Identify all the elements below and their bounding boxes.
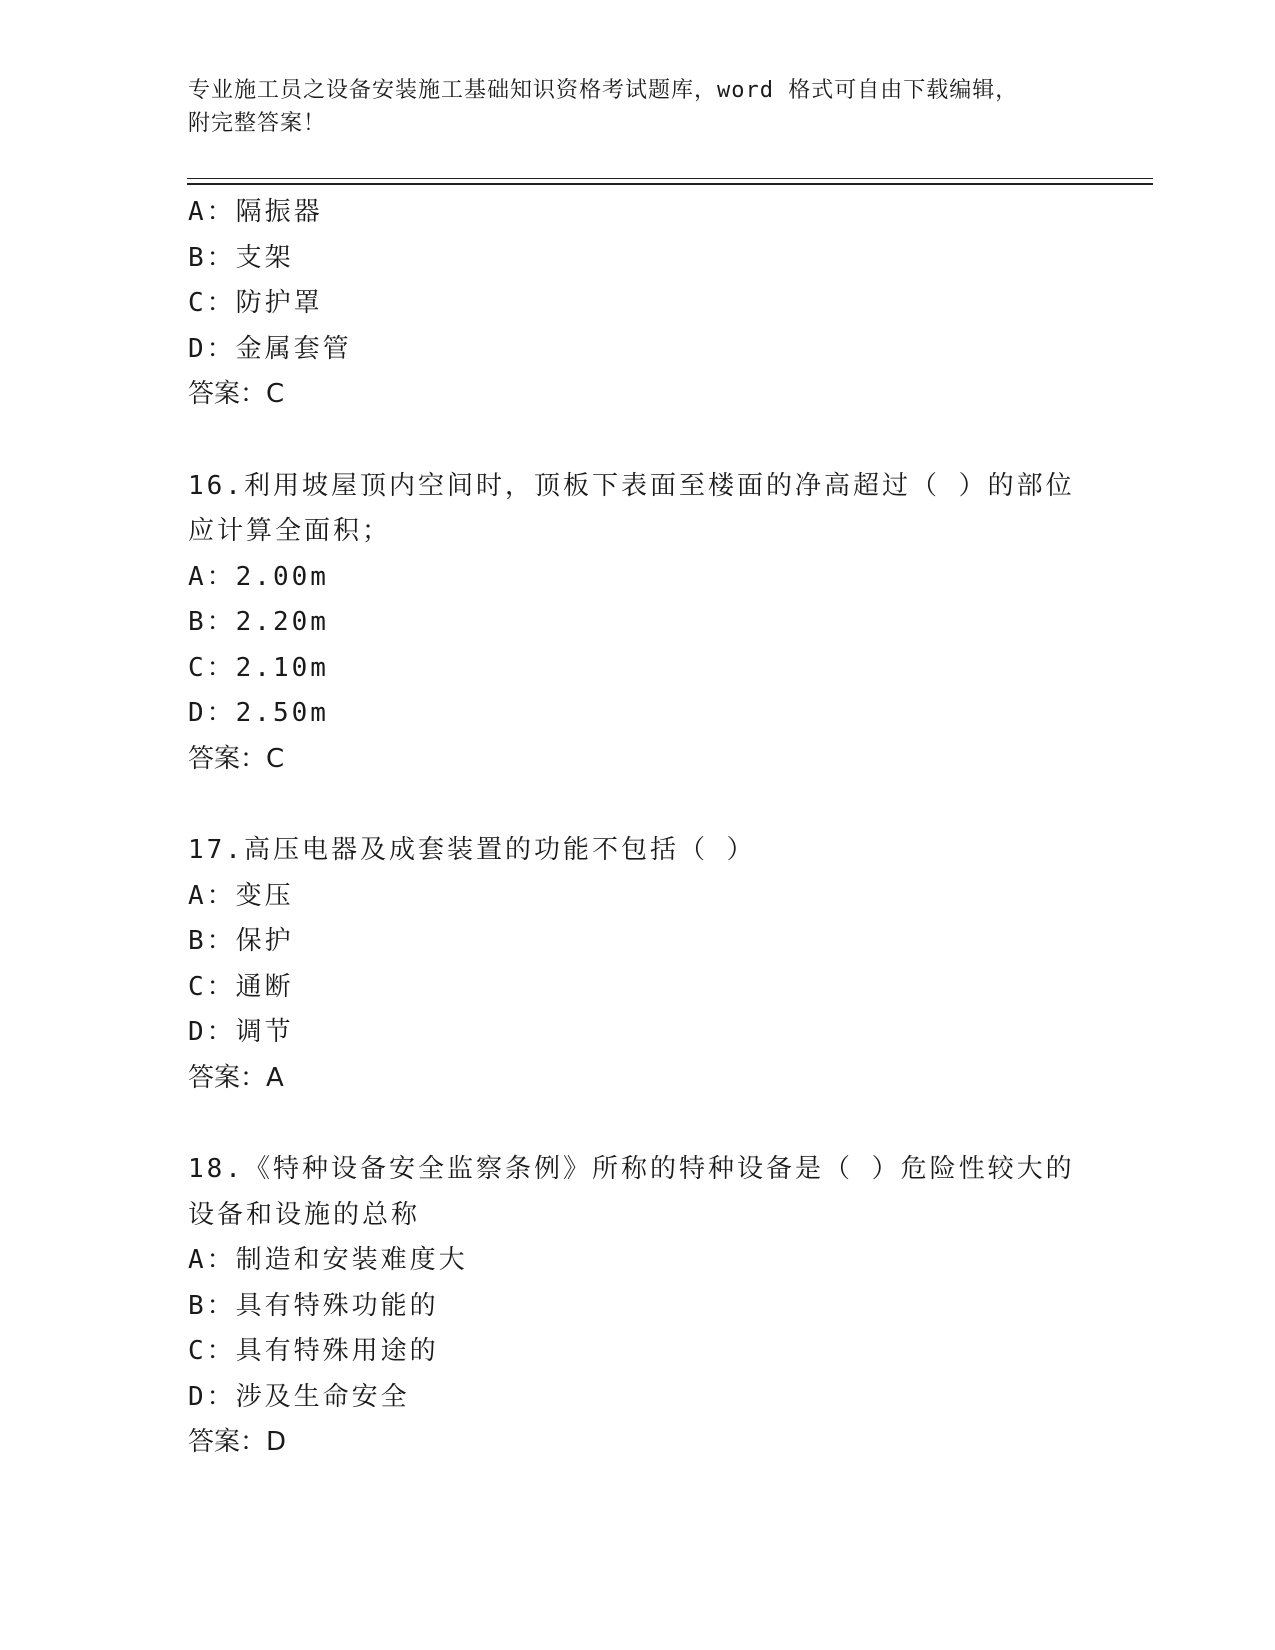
option-a: A：2.00m	[188, 561, 329, 592]
question-16	[188, 464, 1088, 783]
option-d: D：2.50m	[188, 698, 329, 728]
option-c: C：具有特殊用途的	[188, 1336, 439, 1366]
option-b: B：2.20m	[188, 607, 329, 637]
answer-label: 答案：C	[188, 743, 285, 774]
option-d: D：调节	[188, 1017, 294, 1047]
question-spacer	[188, 782, 1088, 828]
option-b: B：具有特殊功能的	[188, 1290, 439, 1321]
answer-label: 答案：C	[188, 379, 285, 409]
question-stem: 17.高压电器及成套装置的功能不包括（ ）	[188, 835, 756, 865]
question-list	[188, 190, 1088, 1466]
option-c: C：防护罩	[188, 288, 323, 318]
option-d: D：金属套管	[188, 333, 352, 364]
header-divider-thick	[187, 183, 1153, 185]
option-c: C：通断	[188, 971, 294, 1002]
option-a: A：制造和安装难度大	[188, 1245, 468, 1275]
document-header	[188, 74, 1068, 140]
option-d: D：涉及生命安全	[188, 1381, 410, 1412]
question-spacer	[188, 1101, 1088, 1147]
option-a: A：隔振器	[188, 197, 323, 227]
option-c: C：2.10m	[188, 652, 329, 683]
answer-label: 答案：A	[188, 1062, 284, 1093]
question-17	[188, 828, 1088, 1101]
option-b: B：保护	[188, 926, 294, 956]
header-line-2: 附完整答案！	[188, 111, 327, 136]
option-a: A：变压	[188, 880, 294, 911]
answer-label: 答案：D	[188, 1427, 287, 1457]
header-line-1: 专业施工员之设备安装施工基础知识资格考试题库，word 格式可自由下载编辑，	[188, 78, 1019, 103]
question-stem: 18.《特种设备安全监察条例》所称的特种设备是（ ）危险性较大的	[188, 1154, 1075, 1184]
question-15	[188, 190, 1088, 418]
question-stem-continued: 设备和设施的总称	[188, 1199, 421, 1230]
option-b: B：支架	[188, 242, 294, 273]
question-stem-continued: 应计算全面积；	[188, 516, 392, 546]
question-spacer	[188, 418, 1088, 464]
question-stem: 16.利用坡屋顶内空间时，顶板下表面至楼面的净高超过（ ）的部位	[188, 470, 1075, 501]
header-divider-thin	[187, 178, 1153, 179]
question-18	[188, 1147, 1088, 1466]
